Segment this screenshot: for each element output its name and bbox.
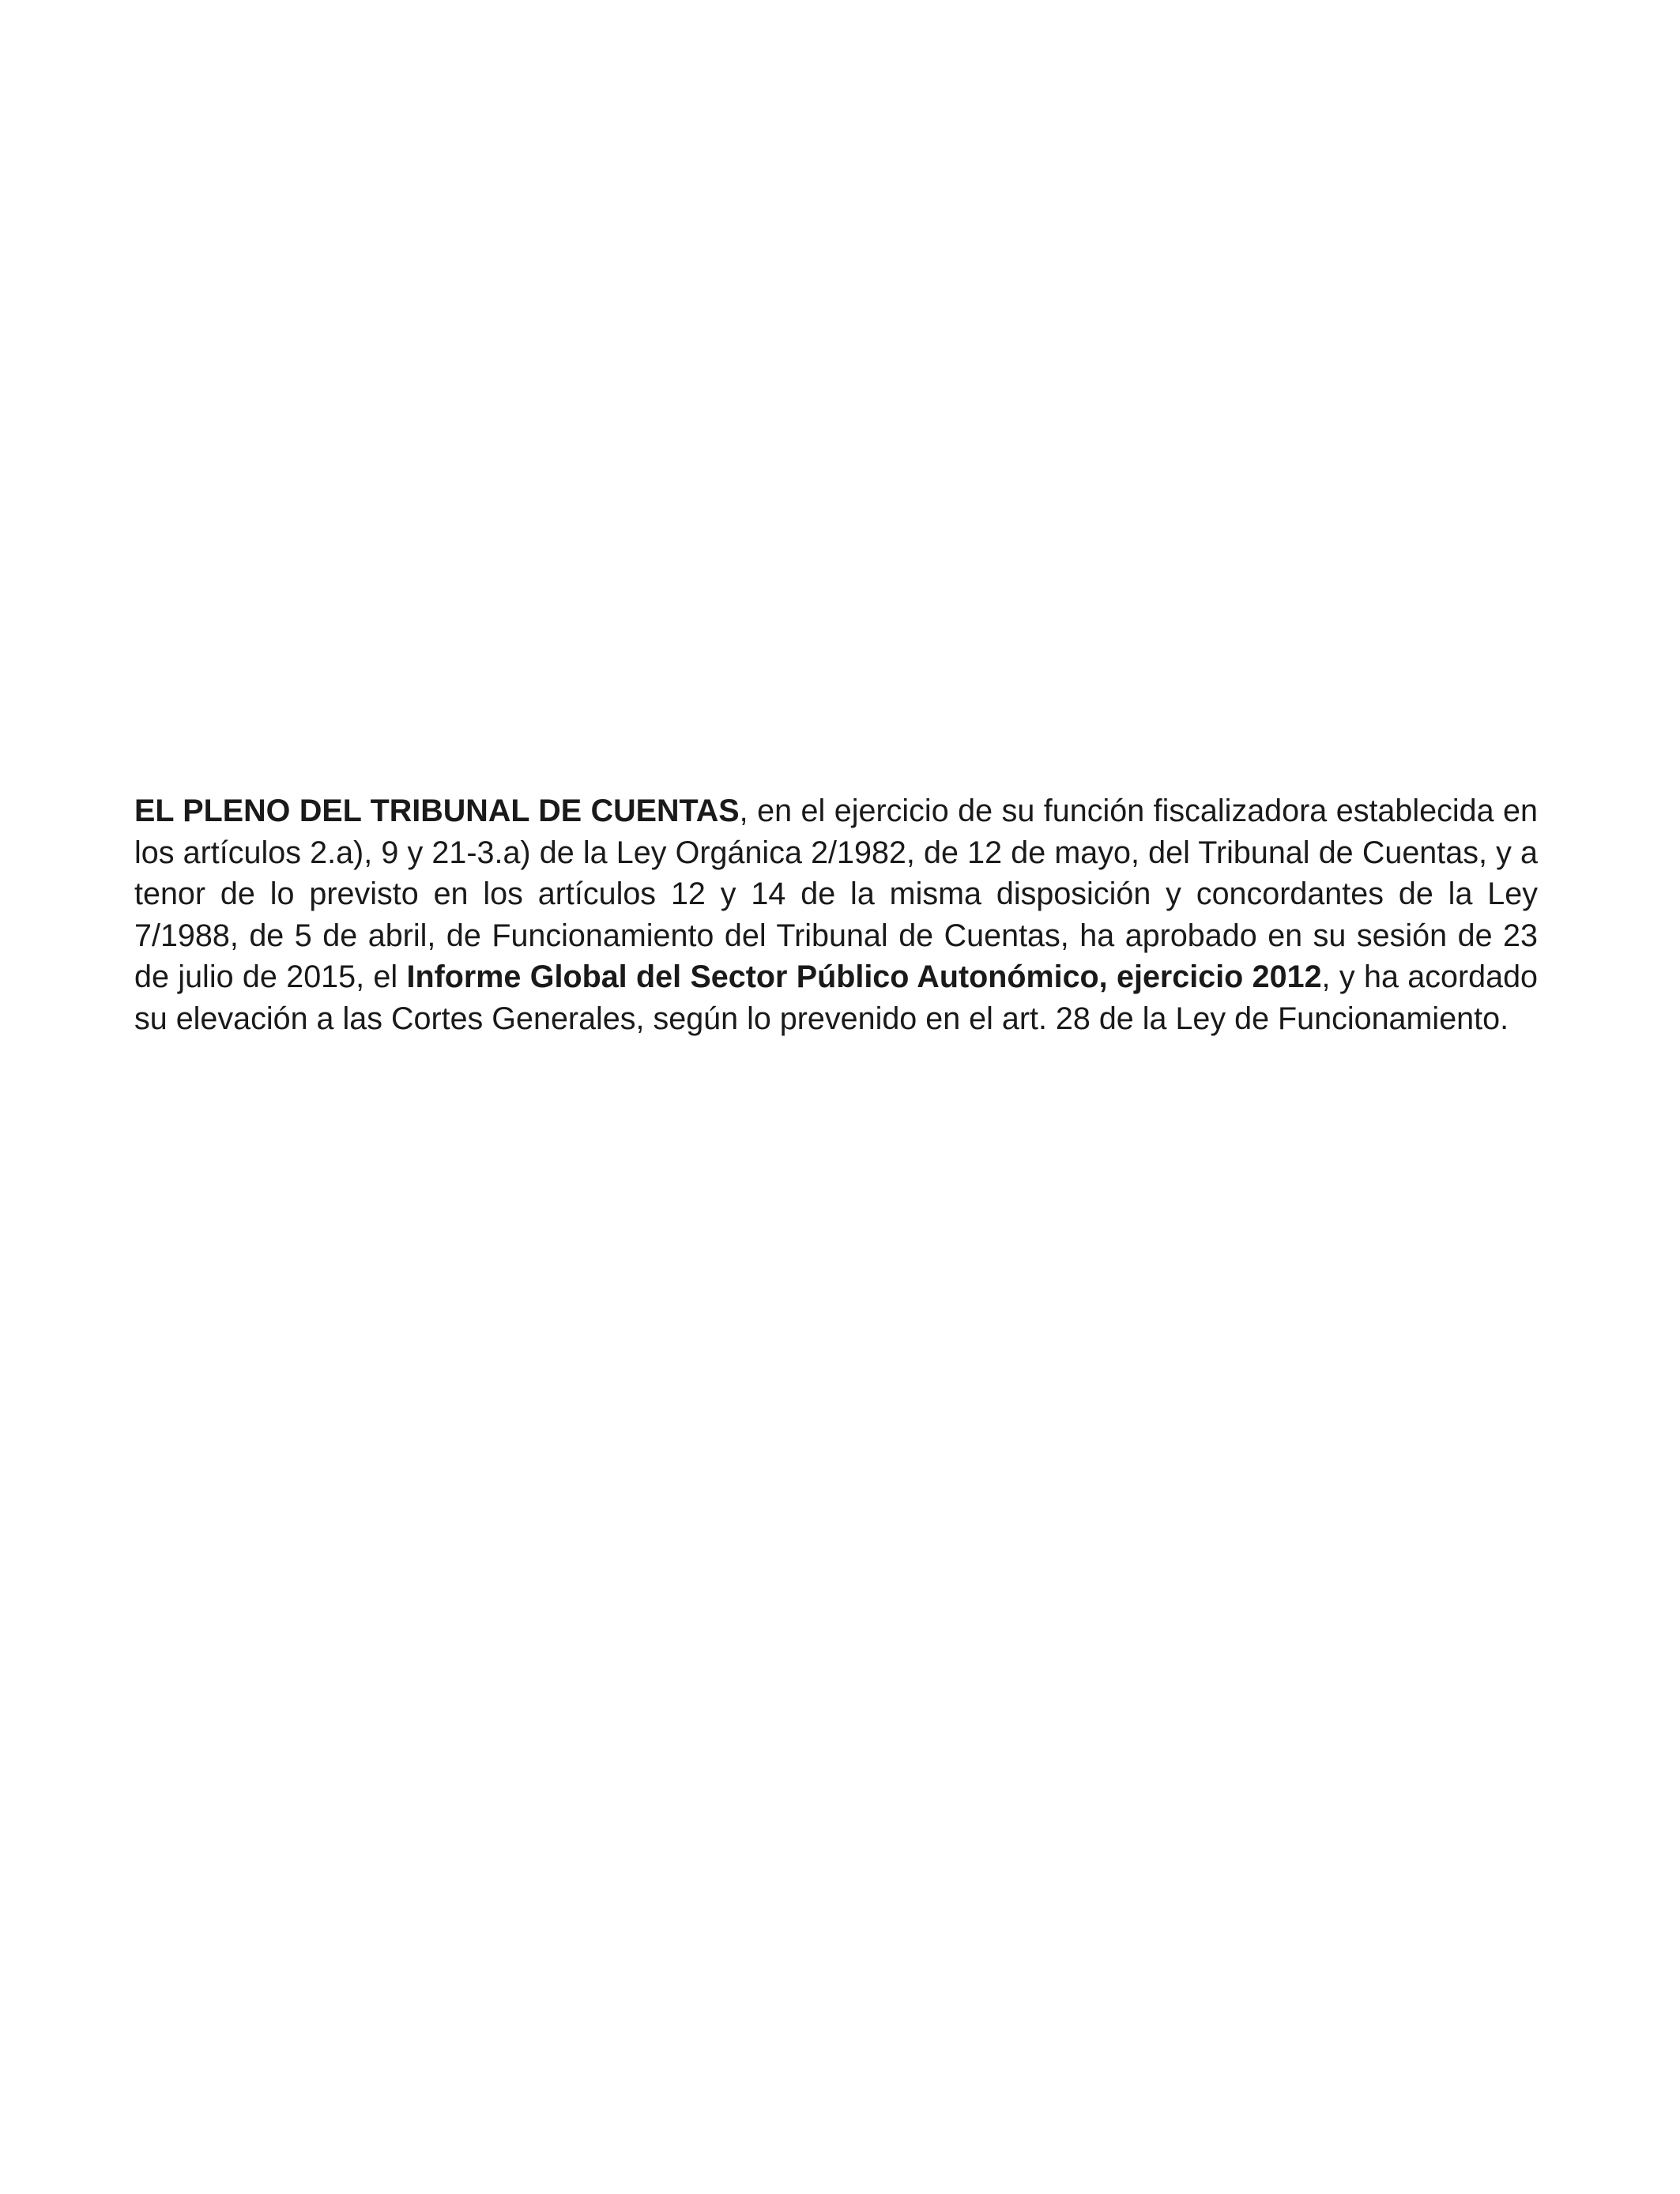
resolution-paragraph <box>134 790 1538 1039</box>
paragraph-text-part-1: , en el ejercicio de su función fiscalizadora establecida en los artículos 2.a), 9 y 21-3.a) de la Ley Orgánica 2/1982, de 12 de mayo, del Tribunal de Cuentas, y a tenor de lo previsto en los artículos 12 y 14 de la misma disposición y concordantes de la Ley 7/1988, de 5 de abril, de Funcionamiento del Tribunal de Cuentas, ha aprobado en su sesión de 23 de julio de 2015, el <box>134 794 1538 994</box>
report-title-bold: Informe Global del Sector Público Autonómico, ejercicio 2012 <box>406 959 1322 994</box>
paragraph-text-part-2: , y ha acordado su elevación a las Cortes Generales, según lo prevenido en el art. 28 de la Ley de Funcionamiento. <box>134 959 1539 1036</box>
issuing-body-bold: EL PLENO DEL TRIBUNAL DE CUENTAS <box>134 794 740 828</box>
